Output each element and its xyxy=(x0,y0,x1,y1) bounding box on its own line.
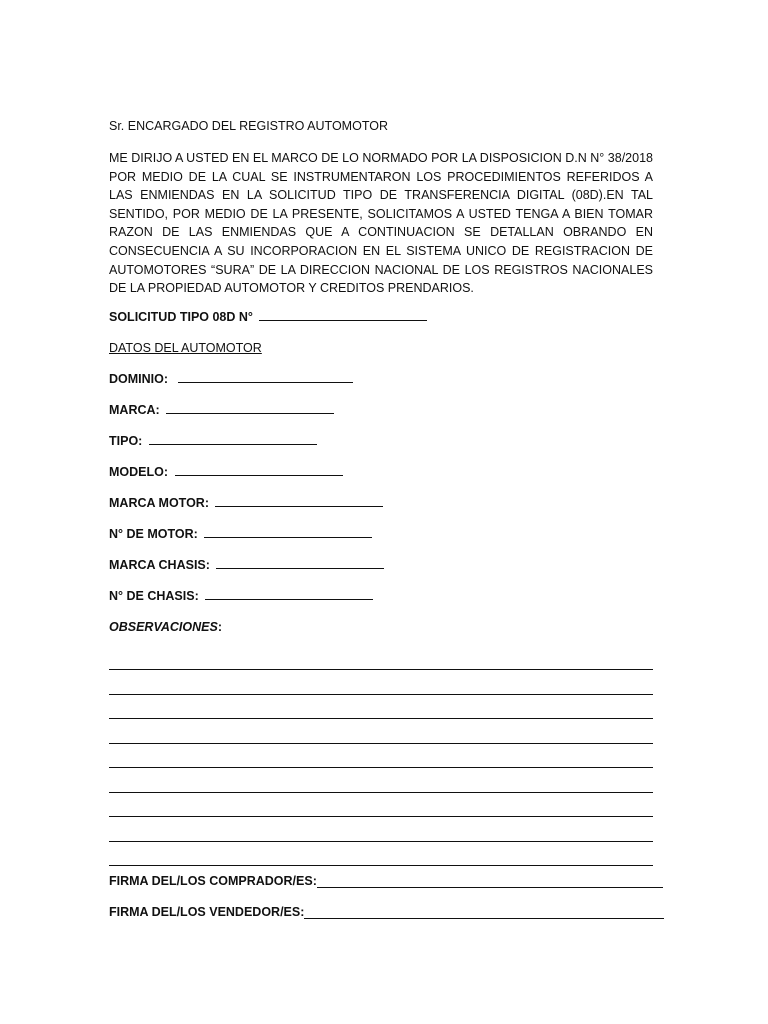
observaciones-line[interactable] xyxy=(109,842,653,867)
firma-vendedores-field xyxy=(109,903,653,921)
observaciones-lines xyxy=(109,646,653,867)
marca-chasis-label: MARCA CHASIS: xyxy=(109,557,210,572)
nro-motor-field xyxy=(109,525,653,543)
observaciones-line[interactable] xyxy=(109,768,653,793)
solicitud-label: SOLICITUD TIPO 08D N° xyxy=(109,309,253,324)
firma-vendedores-label: FIRMA DEL/LOS VENDEDOR/ES: xyxy=(109,905,305,920)
observaciones-line[interactable] xyxy=(109,670,653,695)
marca-chasis-field xyxy=(109,556,653,574)
observaciones-heading xyxy=(109,618,653,636)
section-title-datos-automotor: DATOS DEL AUTOMOTOR xyxy=(109,340,262,355)
marca-label: MARCA: xyxy=(109,402,160,417)
marca-motor-label: MARCA MOTOR: xyxy=(109,495,209,510)
solicitud-field xyxy=(109,308,653,326)
observaciones-line[interactable] xyxy=(109,695,653,720)
marca-motor-blank[interactable] xyxy=(215,494,383,507)
observaciones-line[interactable] xyxy=(109,646,653,671)
tipo-field xyxy=(109,432,653,450)
marca-chasis-blank[interactable] xyxy=(216,556,384,569)
tipo-blank[interactable] xyxy=(149,432,317,445)
marca-blank[interactable] xyxy=(166,401,334,414)
marca-motor-field xyxy=(109,494,653,512)
dominio-blank[interactable] xyxy=(178,370,353,383)
dominio-field xyxy=(109,370,653,388)
marca-field xyxy=(109,401,653,419)
salutation: Sr. ENCARGADO DEL REGISTRO AUTOMOTOR xyxy=(109,119,388,133)
nro-chasis-field xyxy=(109,587,653,605)
solicitud-blank[interactable] xyxy=(259,308,427,321)
modelo-field xyxy=(109,463,653,481)
dominio-label: DOMINIO: xyxy=(109,371,169,386)
firma-compradores-field xyxy=(109,872,653,890)
modelo-label: MODELO: xyxy=(109,464,169,479)
nro-motor-blank[interactable] xyxy=(204,525,372,538)
observaciones-line[interactable] xyxy=(109,744,653,769)
observaciones-line[interactable] xyxy=(109,817,653,842)
document-body xyxy=(109,117,653,921)
modelo-blank[interactable] xyxy=(175,463,343,476)
observaciones-label: OBSERVACIONES xyxy=(109,619,218,634)
nro-chasis-blank[interactable] xyxy=(205,587,373,600)
firma-vendedores-blank[interactable] xyxy=(304,904,664,919)
intro-paragraph: ME DIRIJO A USTED EN EL MARCO DE LO NORMADO POR LA DISPOSICION D.N N° 38/2018 POR MEDIO DE LA CUAL SE INSTRUMENTARON LOS PROCEDIMIENTOS REFERIDOS A LAS ENMIENDAS EN LA SOLICITUD TIPO DE TRANSFERENCIA DIGITAL (08D).EN TAL SENTIDO, POR MEDIO DE LA PRESENTE, SOLICITAMOS A USTED TENGA A BIEN TOMAR RAZON DE LAS ENMIENDAS QUE A CONTINUACION SE DETALLAN OBRANDO EN CONSECUENCIA A SU INCORPORACION EN EL SISTEMA UNICO DE REGISTRACION DE AUTOMOTORES “SURA” DE LA DIRECCION NACIONAL DE LOS REGISTROS NACIONALES DE LA PROPIEDAD AUTOMOTOR Y CREDITOS PRENDARIOS. xyxy=(109,151,653,296)
nro-chasis-label: N° DE CHASIS: xyxy=(109,588,199,603)
nro-motor-label: N° DE MOTOR: xyxy=(109,526,198,541)
observaciones-colon: : xyxy=(217,619,222,634)
firma-compradores-blank[interactable] xyxy=(317,873,663,888)
observaciones-line[interactable] xyxy=(109,793,653,818)
observaciones-line[interactable] xyxy=(109,719,653,744)
tipo-label: TIPO: xyxy=(109,433,143,448)
firma-compradores-label: FIRMA DEL/LOS COMPRADOR/ES: xyxy=(109,874,317,889)
